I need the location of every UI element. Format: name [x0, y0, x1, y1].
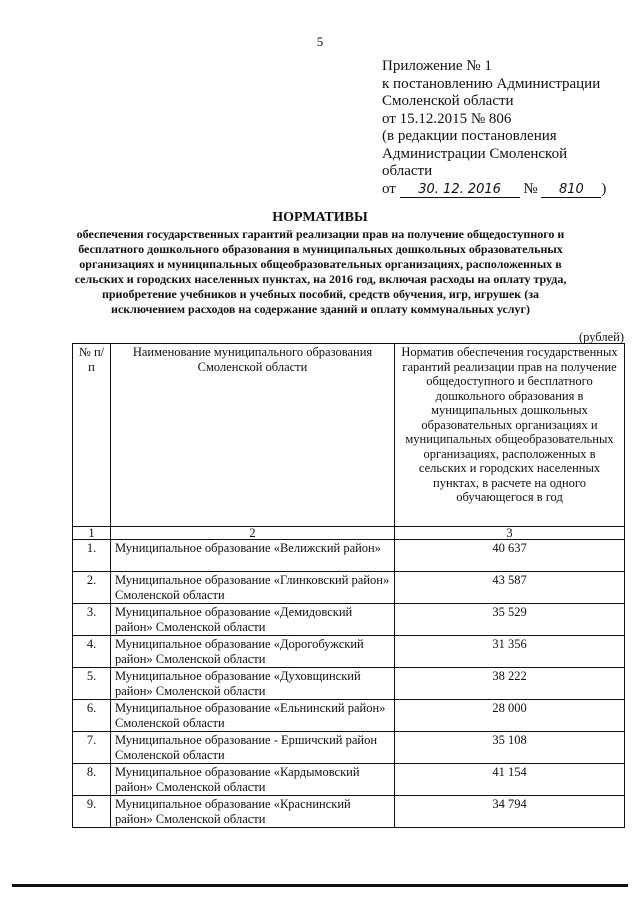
- header-municipality: Наименование муниципального образования Смоленской области: [111, 344, 395, 527]
- normative-value: 38 222: [395, 668, 625, 700]
- municipality-name: Муниципальное образование «Велижский район»: [111, 540, 395, 572]
- number-sign: №: [523, 180, 538, 197]
- handwritten-date: 30. 12. 2016: [400, 182, 520, 198]
- appendix-line: к постановлению Администрации: [382, 75, 601, 92]
- column-number: 2: [111, 527, 395, 540]
- appendix-line: Администрации Смоленской: [382, 145, 568, 162]
- appendix-signature-line: [382, 181, 627, 199]
- table-row: [73, 796, 625, 828]
- appendix-line: области: [382, 163, 433, 179]
- header-number: № п/п: [73, 344, 111, 527]
- table-header-row: [73, 344, 625, 527]
- appendix-header: [382, 58, 627, 198]
- table-row: [73, 636, 625, 668]
- normative-value: 31 356: [395, 636, 625, 668]
- normative-value: 40 637: [395, 540, 625, 572]
- normative-value: 41 154: [395, 764, 625, 796]
- row-number: 8.: [73, 764, 111, 796]
- municipality-name: Муниципальное образование «Глинковский район» Смоленской области: [111, 572, 395, 604]
- handwritten-number: 810: [541, 182, 601, 198]
- table-row: [73, 764, 625, 796]
- row-number: 6.: [73, 700, 111, 732]
- page-number: 5: [316, 34, 324, 49]
- normative-value: 35 529: [395, 604, 625, 636]
- municipality-name: Муниципальное образование «Демидовский район» Смоленской области: [111, 604, 395, 636]
- table-row: [73, 732, 625, 764]
- bottom-border: [12, 884, 628, 887]
- row-number: 2.: [73, 572, 111, 604]
- table-row: [73, 700, 625, 732]
- normative-value: 35 108: [395, 732, 625, 764]
- document-subtitle: обеспечения государственных гарантий реализации прав на получение общедоступного и бесплатного дошкольного образования в муниципальных дошкольных образовательных организациях и муниципальных общеобразовательных организациях, расположенных в сельских и городских населенных пунктах, на 2016 год, включая расходы на оплату труда, приобретение учебников и учебных пособий, средств обучения, игр, игрушек (за исключением расходов на содержание зданий и оплату коммунальных услуг): [74, 227, 567, 316]
- row-number: 7.: [73, 732, 111, 764]
- table-row: [73, 572, 625, 604]
- header-normative: Норматив обеспечения государственных гарантий реализации прав на получение общедоступного и бесплатного дошкольного образования в муниципальных дошкольных образовательных организациях и муниципальных общеобразовательных организациях, расположенных в сельских и городских населенных пунктах, в расчете на одного обучающегося в год: [395, 344, 625, 527]
- table-row: [73, 540, 625, 572]
- municipality-name: Муниципальное образование «Краснинский район» Смоленской области: [111, 796, 395, 828]
- municipality-name: Муниципальное образование «Духовщинский район» Смоленской области: [111, 668, 395, 700]
- row-number: 3.: [73, 604, 111, 636]
- table-row: [73, 668, 625, 700]
- column-numbers-row: [73, 527, 625, 540]
- row-number: 1.: [73, 540, 111, 572]
- closing-paren: ): [601, 180, 607, 197]
- column-number: 3: [395, 527, 625, 540]
- table-row: [73, 604, 625, 636]
- municipality-name: Муниципальное образование - Ершичский район Смоленской области: [111, 732, 395, 764]
- appendix-line: от 15.12.2015 № 806: [382, 110, 512, 127]
- appendix-line: (в редакции постановления: [382, 128, 557, 144]
- normative-value: 34 794: [395, 796, 625, 828]
- row-number: 5.: [73, 668, 111, 700]
- row-number: 4.: [73, 636, 111, 668]
- normative-value: 43 587: [395, 572, 625, 604]
- municipality-name: Муниципальное образование «Кардымовский район» Смоленской области: [111, 764, 395, 796]
- column-number: 1: [73, 527, 111, 540]
- document-title: НОРМАТИВЫ: [272, 210, 368, 225]
- normatives-table: [72, 343, 625, 828]
- appendix-line: Смоленской области: [382, 93, 514, 109]
- ot-label: от: [382, 180, 396, 197]
- normative-value: 28 000: [395, 700, 625, 732]
- units-label: (рублей): [578, 330, 624, 344]
- municipality-name: Муниципальное образование «Ельнинский район» Смоленской области: [111, 700, 395, 732]
- row-number: 9.: [73, 796, 111, 828]
- appendix-line: Приложение № 1: [382, 58, 492, 74]
- municipality-name: Муниципальное образование «Дорогобужский район» Смоленской области: [111, 636, 395, 668]
